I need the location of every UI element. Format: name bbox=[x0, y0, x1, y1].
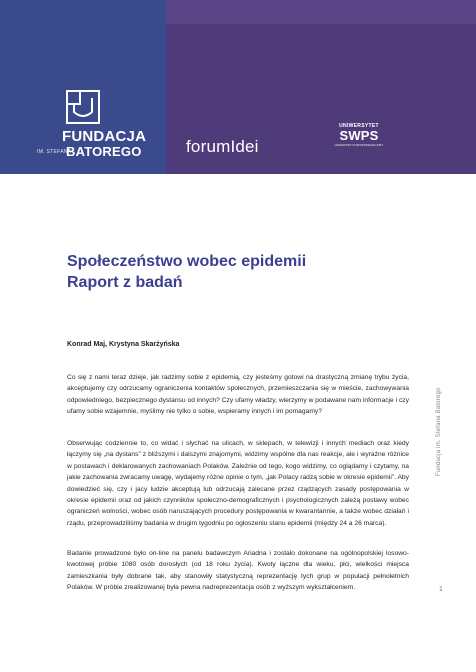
swps-main-text: SWPS bbox=[339, 128, 379, 143]
swps-bottom-text: HUMANISTYCZNOSPOŁECZNY bbox=[334, 143, 384, 147]
fundacja-batorego-logo-icon bbox=[66, 90, 100, 124]
swps-top-text: UNIWERSYTET bbox=[339, 123, 379, 129]
sidebar-vertical-text: Fundacja im. Stefana Batorego bbox=[436, 387, 442, 476]
paragraph-3: Badanie prowadzone było on-line na panelu badawczym Ariadna i zostało dokonane na ogólnopolskiej losowo-kwotowej próbie 1080 osób dorosłych (od 18 roku życia). Kwoty łączne dla wieku, płci, wielkości miejsca zamieszkania były dobrane tak, aby stanowiły statystyczną reprezentację tych grup w populacji pełnoletnich Polaków. W próbie zrealizowanej była pewna nadreprezentacja osób z wyższym wykształceniem. bbox=[67, 550, 409, 592]
logo-text-batorego: BATOREGO bbox=[66, 144, 142, 159]
logo-text-im-stefana: IM. STEFANA bbox=[37, 149, 72, 155]
header-left-band bbox=[0, 0, 166, 174]
title-line-1: Społeczeństwo wobec epidemii bbox=[67, 253, 307, 270]
forum-idei-label: forumIdei bbox=[186, 137, 259, 156]
authors: Konrad Maj, Krystyna Skarżyńska bbox=[67, 341, 180, 348]
paragraph-1: Co się z nami teraz dzieje, jak radzimy sobie z epidemią, czy jesteśmy gotowi na drastyczną zmianę trybu życia, akceptujemy czy odrzucamy ograniczenia kontaktów społecznych, przemieszczania się w mieście, zachowywania odpowiedniego, bezpiecznego dystansu od innych? Czy ufamy władzy, wierzymy w podawane nam informacje i czy ufamy sobie wzajemnie, myślimy nie tylko o sobie, wspieramy innych i im pomagamy? bbox=[67, 374, 409, 416]
paragraph-2: Obserwując codziennie to, co widać i słychać na ulicach, w sklepach, w telewizji i innych mediach oraz kiedy łączymy się „na dystans” z bliższymi i dalszymi znajomymi, widzimy wspólne dla nas reakcje, ale i wyraźne różnice w postawach i deklarowanych zachowaniach Polaków. Zależnie od tego, kogo widzimy, co oglądamy i czytamy, na jakie zachowania zwracamy uwagę, wydajemy różne opinie o tym, „jak Polacy radzą sobie w okresie epidemii”. Aby dowiedzieć się, czy i jacy ludzie akceptują lub odrzucają zalecane przez rządzących zasady postępowania w okresie epidemii oraz od jakich czynników społeczno-demograficznych i psychologicznych zależą postawy wobec ograniczeń wolności, wobec osób naruszających procedury postępowania w kwarantannie, a także wobec działań i rządu, przeprowadziliśmy badania w drugim tygodniu po ogłoszeniu stanu epidemii (między 24 a 26 marca). bbox=[67, 440, 409, 527]
page-number: 1 bbox=[439, 586, 443, 593]
logo-text-fundacja: FUNDACJA bbox=[62, 128, 147, 145]
title-line-2: Raport z badań bbox=[67, 274, 183, 291]
swps-logo bbox=[333, 123, 385, 153]
document-title bbox=[67, 251, 397, 293]
header-right-top-strip bbox=[166, 0, 476, 24]
